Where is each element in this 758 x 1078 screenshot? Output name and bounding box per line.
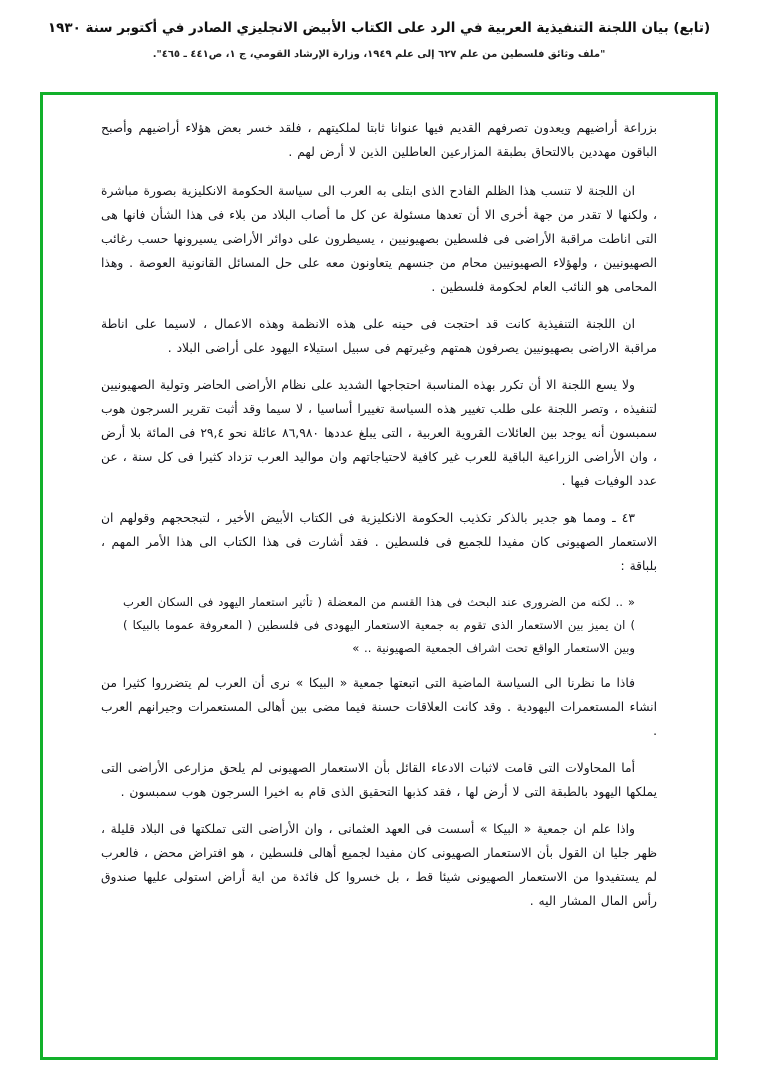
paragraph: ان اللجنة التنفيذية كانت قد احتجت فى حينه على هذه الانظمة وهذه الاعمال ، لاسيما على اناطة مراقبة الاراضى بصهيونيين يصرفون همتهم وغيرتهم فى سبيل استيلاء اليهود على أراضى البلاد . (101, 316, 657, 355)
green-border-frame (40, 92, 718, 1060)
paragraph: فاذا ما نظرنا الى السياسة الماضية التى اتبعتها جمعية « البيكا » نرى أن العرب لم يتضرروا كثيرا من انشاء المستعمرات اليهودية . وقد كانت العلاقات حسنة فيما مضى بين أهالى المستعمرات وجيرانهم العرب . (101, 676, 657, 739)
paragraph: واذا علم ان جمعية « البيكا » أسست فى العهد العثمانى ، وان الأراضى التى تملكتها فى البلاد قليلة ، ظهر جليا ان القول بأن الاستعمار الصهيونى كان مفيدا لجميع أهالى فلسطين ، هو افتراض محض ، فالعرب لم يستفيدوا من الاستعمار الصهيونى شيئا قط ، بل خسروا كل فائدة من اية أراض استولى عليها صندوق رأس المال المشار اليه . (101, 822, 657, 908)
quoted-paragraph: « .. لكنه من الضرورى عند البحث فى هذا القسم من المعضلة ( تأثير استعمار اليهود فى السكان العرب ) ان يميز بين الاستعمار الذى تقوم به جمعية الاستعمار اليهودى فى فلسطين ( المعروفة عموما بالبيكا ) وبين الاستعمار الواقع تحت اشراف الجمعية الصهيونية .. » (123, 595, 635, 655)
paragraph: ولا يسع اللجنة الا أن تكرر بهذه المناسبة احتجاجها الشديد على نظام الأراضى الحاضر وتولية الصهيونيين لتنفيذه ، وتصر اللجنة على طلب تغيير هذه السياسة تغييرا أساسيا ، لا سيما وقد أثبت تقرير السرجون هوب سمبسون أنه يوجد بين العائلات القروية العربية ، التى يبلغ عددها ٨٦,٩٨٠ عائلة نحو ٢٩,٤ فى المائة بلا أرض ، وان الأراضى الزراعية الباقية للعرب غير كافية لاحتياجاتهم وان مواليد العرب تزداد كثيرا فى كل سنة ، عن عدد الوفيات فيها . (101, 377, 657, 488)
paragraph: ان اللجنة لا تنسب هذا الظلم الفادح الذى ابتلى به العرب الى سياسة الحكومة الانكليزية بصورة مباشرة ، ولكنها لا تقدر من جهة أخرى الا أن تعدها مسئولة عن كل ما أصاب البلاد من بلاء فى هذا الشأن فانها هى التى اناطت مراقبة الأراضى فى فلسطين بصهيونيين ، يسيطرون على دوائر الأراضى يسيرونها حسب رغائب الصهيونيين ، ولهؤلاء الصهيونيين محام من جنسهم يتعاونون معه على حل المسائل القانونية العوصة . وهذا المحامى هو النائب العام لحكومة فلسطين . (101, 183, 657, 294)
paragraph: ٤٣ ـ ومما هو جدير بالذكر تكذيب الحكومة الانكليزية فى الكتاب الأبيض الأخير ، لتبجحجهم وقولهم ان الاستعمار الصهيونى كان مفيدا للجميع فى فلسطين . فقد أشارت فى هذا الكتاب الى هذا الأمر المهم ، بلباقة : (101, 510, 657, 573)
document-title: (تابع) بيان اللجنة التنفيذية العربية في الرد على الكتاب الأبيض الانجليزي الصادر في أكتوبر سنة ١٩٣٠ (47, 20, 711, 36)
paragraph: بزراعة أراضيهم ويعدون تصرفهم القديم فيها عنوانا ثابتا لملكيتهم ، فلقد خسر بعض هؤلاء أراضيهم وأصبح الباقون مهددين بالالتحاق بطبقة المزارعين العاطلين الذين لا أرض لهم . (101, 121, 657, 159)
document-header (0, 0, 758, 62)
paragraph: أما المحاولات التى قامت لاثبات الادعاء القائل بأن الاستعمار الصهيونى لم يلحق مزارعى الأراضى التى يملكها اليهود بالطبقة التى لا أرض لها ، فقد كذبها التحقيق الذى قام به اخيرا السرجون هوب سمبسون . (101, 761, 657, 800)
document-body (43, 95, 715, 1057)
document-source-line: "ملف وثائق فلسطين من علم ٦٢٧ إلى علم ١٩٤٩، وزارة الإرشاد القومي، ج ١، ص٤٤١ ـ ٤٦٥". (152, 49, 606, 61)
